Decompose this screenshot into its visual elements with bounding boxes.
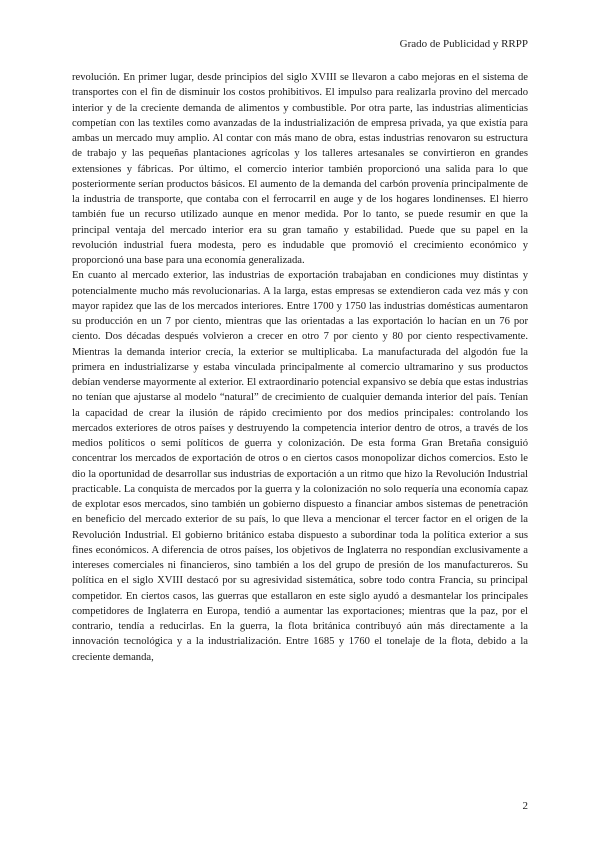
paragraph-1: revolución. En primer lugar, desde principios del siglo XVIII se llevaron a cabo mejoras en el sistema de transportes con el fin de disminuir los costos prohibitivos. El impulso para realizarla provino del mercado interior y de la creciente demanda de alimentos y combustible. Por otra parte, las industrias alimenticias competían con las textiles como avanzadas de la industrialización de empresa privada, ya que existía para ambas un mercado muy amplio. Al contar con más mano de obra, estas industrias renovaron su estructura de trabajo y las pequeñas plantaciones agrícolas y los talleres artesanales se convirtieron en grandes extensiones y fábricas. Por último, el comercio interior también proporcionó una salida para lo que posteriormente serían productos básicos. El aumento de la demanda del carbón provenía principalmente de la industria de transporte, que contaba con el ferrocarril en auge y de los hogares londinenses. El hierro también fue un recurso utilizado aunque en menor medida. Por lo tanto, se puede resumir en que la principal ventaja del mercado interior era su gran tamaño y estabilidad. Puede que su papel en la revolución industrial fuera modesta, pero es indudable que promovió el crecimiento económico y proporcionó una base para una economía generalizada.	[72, 72, 528, 266]
page-number: 2	[522, 800, 528, 812]
body-text	[72, 70, 528, 665]
paragraph-2: En cuanto al mercado exterior, las industrias de exportación trabajaban en condiciones muy distintas y potencialmente mucho más revolucionarias. A la larga, estas empresas se extendieron cada vez más y con mayor rapidez que las de los mercados interiores. Entre 1700 y 1750 las industrias domésticas aumentaron su producción en un 7 por ciento, mientras que las orientadas a las exportación lo hacían en un 76 por ciento. Dos décadas después volvieron a crecer en otro 7 por ciento y 80 por ciento respectivamente. Mientras la demanda interior crecía, la exterior se multiplicaba. La manufacturada del algodón fue la primera en industrializarse y estaba vinculada principalmente al comercio ultramarino y sus productos debían venderse mayormente al exterior. El extraordinario potencial expansivo se debía que estas industrias no tenían que ajustarse al modelo “natural” de crecimiento de cualquier demanda interior del país. Tenían la capacidad de crear la ilusión de rápido crecimiento por dos medios principales: controlando los mercados exteriores de otros países y destruyendo la competencia interior dentro de otros, a través de los medios políticos o semi políticos de guerra y colonización. De esta forma Gran Bretaña consiguió concentrar los mercados de exportación de otros o en ciertos casos monopolizar dichos comercios. Esto le dio la oportunidad de desarrollar sus industrias de exportación a un ritmo que hizo la Revolución Industrial practicable. La conquista de mercados por la guerra y la colonización no solo requería una economía capaz de explotar esos mercados, sino también un gobierno dispuesto a financiar ambos sistemas de penetración en beneficio del mercado exterior de su país, lo que lleva a mencionar el tercer factor en el origen de la Revolución Industrial. El gobierno británico estaba dispuesto a subordinar toda la política exterior a sus fines económicos. A diferencia de otros países, los objetivos de Inglaterra no respondían exclusivamente a intereses comerciales ni financieros, sino también a los del grupo de presión de los manufactureros. Su política en el siglo XVIII destacó por su agresividad sistemática, sobre todo contra Francia, su principal competidor. En ciertos casos, las guerras que estallaron en este siglo ayudó a desmantelar los principales competidores de Inglaterra en Europa, tendió a aumentar las exportaciones; mientras que la paz, por el contrario, tendía a reducirlas. En la guerra, la flota británica contribuyó aún más directamente a la innovación tecnológica y a la industrialización. Entre 1685 y 1760 el tonelaje de la flota, debido a la creciente demanda,	[72, 270, 528, 663]
page-header: Grado de Publicidad y RRPP	[399, 38, 528, 50]
